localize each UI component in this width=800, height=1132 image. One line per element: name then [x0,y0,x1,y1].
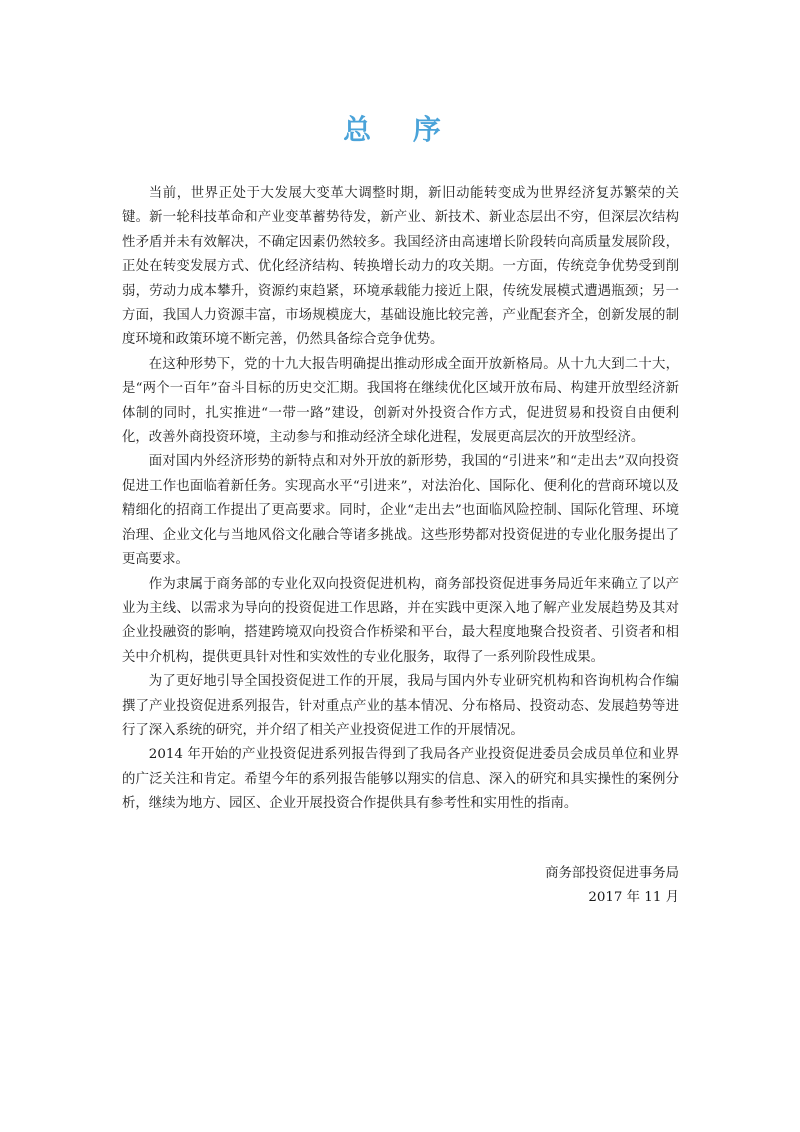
paragraph: 作为隶属于商务部的专业化双向投资促进机构，商务部投资促进事务局近年来确立了以产业为主线、以需求为导向的投资促进工作思路，并在实践中更深入地了解产业发展趋势及其对企业投融资的影响，搭建跨境双向投资合作桥梁和平台，最大程度地聚合投资者、引资者和相关中介机构，提供更具针对性和实效性的专业化服务，取得了一系列阶段性成果。 [122,576,679,665]
paragraph: 为了更好地引导全国投资促进工作的开展，我局与国内外专业研究机构和咨询机构合作编撰了产业投资促进系列报告，针对重点产业的基本情况、分布格局、投资动态、发展趋势等进行了深入系统的研究，并介绍了相关产业投资促进工作的开展情况。 [122,674,679,738]
paragraph: 面对国内外经济形势的新特点和对外开放的新形势，我国的“引进来”和“走出去”双向投资促进工作也面临着新任务。实现高水平“引进来”，对法治化、国际化、便利化的营商环境以及精细化的招商工作提出了更高要求。同时，企业“走出去”也面临风险控制、国际化管理、环境治理、企业文化与当地风俗文化融合等诸多挑战。这些形势都对投资促进的专业化服务提出了更高要求。 [122,454,679,568]
signature-date: 2017 年 11 月 [588,890,679,905]
page-title: 总 序 [343,113,457,146]
paragraph: 当前，世界正处于大发展大变革大调整时期，新旧动能转变成为世界经济复苏繁荣的关键。新一轮科技革命和产业变革蓄势待发，新产业、新技术、新业态层出不穷，但深层次结构性矛盾并未有效解决，不确定因素仍然较多。我国经济由高速增长阶段转向高质量发展阶段，正处在转变发展方式、优化经济结构、转换增长动力的攻关期。一方面，传统竞争优势受到削弱，劳动力成本攀升，资源约束趋紧，环境承载能力接近上限，传统发展模式遭遇瓶颈；另一方面，我国人力资源丰富，市场规模庞大，基础设施比较完善，产业配套齐全，创新发展的制度环境和政策环境不断完善，仍然具备综合竞争优势。 [122,186,679,348]
signature-organization: 商务部投资促进事务局 [545,866,679,881]
paragraph: 在这种形势下，党的十九大报告明确提出推动形成全面开放新格局。从十九大到二十大，是“两个一百年”奋斗目标的历史交汇期。我国将在继续优化区域开放布局、构建开放型经济新体制的同时，扎实推进“一带一路”建设，创新对外投资合作方式，促进贸易和投资自由便利化，改善外商投资环境，主动参与和推动经济全球化进程，发展更高层次的开放型经济。 [122,356,679,446]
preface-body [122,182,679,817]
paragraph: 2014 年开始的产业投资促进系列报告得到了我局各产业投资促进委员会成员单位和业界的广泛关注和肯定。希望今年的系列报告能够以翔实的信息、深入的研究和具实操性的案例分析，继续为地方、园区、企业开展投资合作提供具有参考性和实用性的指南。 [122,747,679,812]
